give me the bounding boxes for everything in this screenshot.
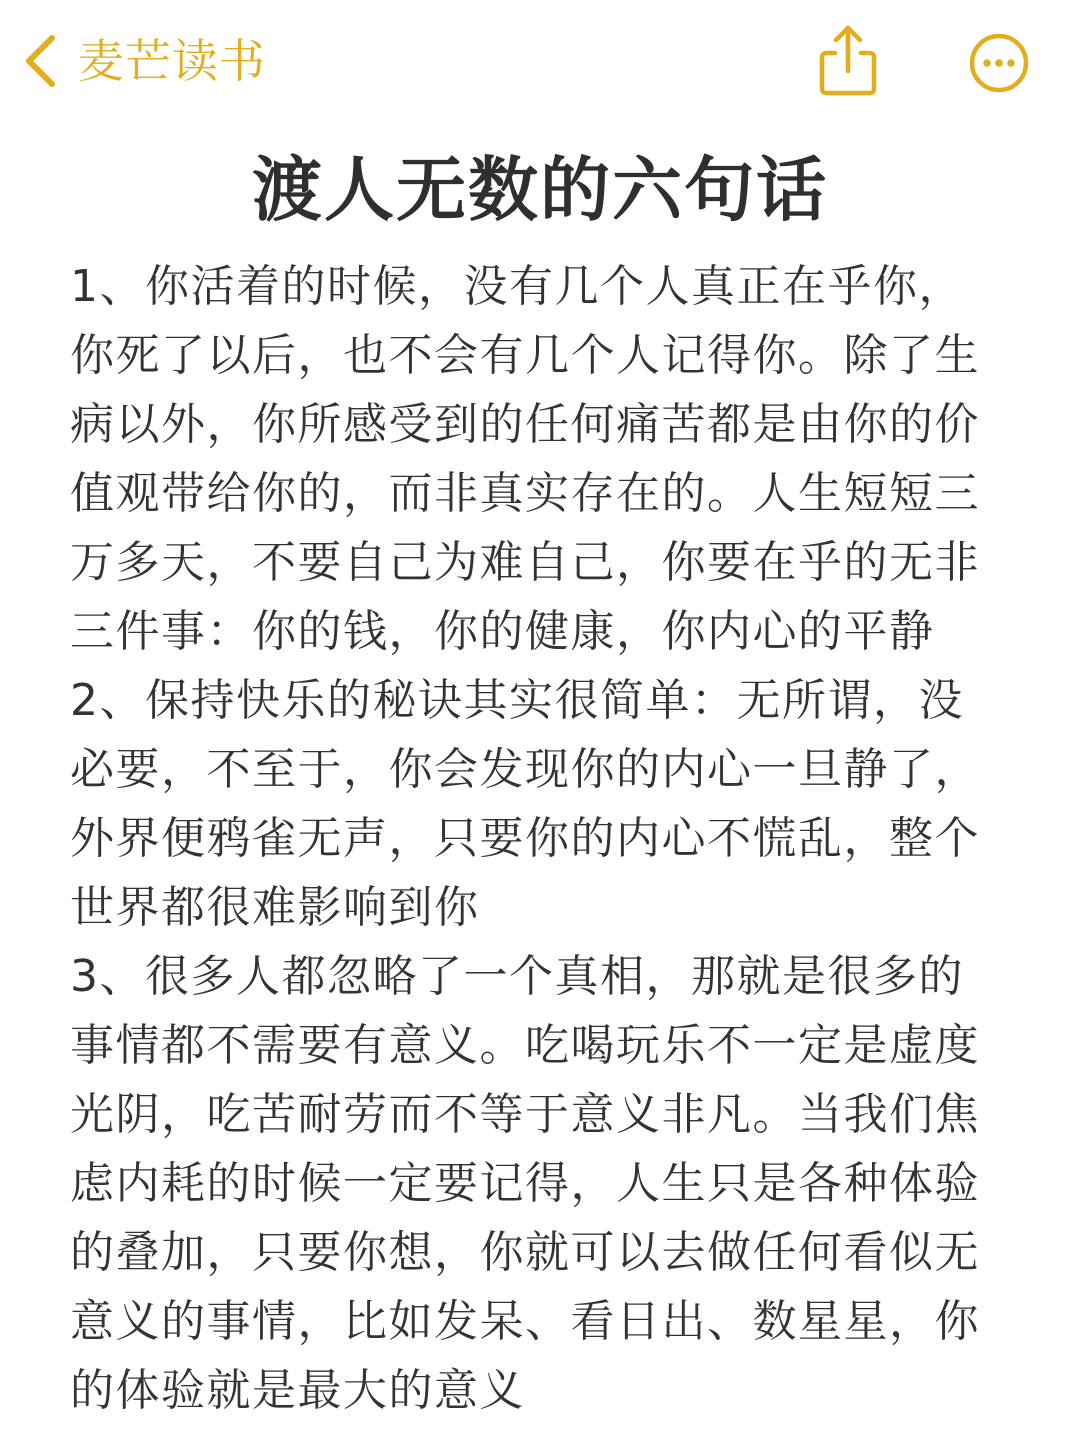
- note-paragraph-3: 3、很多人都忽略了一个真相，那就是很多的事情都不需要有意义。吃喝玩乐不一定是虚度光阴，吃苦耐劳而不等于意义非凡。当我们焦虑内耗的时候一定要记得，人生只是各种体验的叠加，只要你想，你就可以去做任何看似无意义的事情，比如发呆、看日出、数星星，你的体验就是最大的意义: [70, 951, 980, 1416]
- share-button[interactable]: [815, 22, 881, 98]
- back-label: 麦芒读书: [78, 34, 266, 88]
- more-icon: [968, 32, 1030, 94]
- note-paragraph-2: 2、保持快乐的秘诀其实很简单：无所谓，没必要，不至于，你会发现你的内心一旦静了，外界便鸦雀无声，只要你的内心不慌乱，整个世界都很难影响到你: [70, 675, 980, 933]
- more-button[interactable]: [968, 32, 1030, 94]
- note-body: [70, 252, 1005, 1425]
- navigation-bar: [0, 0, 1080, 125]
- chevron-left-icon: [22, 33, 58, 89]
- share-icon: [815, 22, 881, 98]
- note-paragraph-1: 1、你活着的时候，没有几个人真正在乎你，你死了以后，也不会有几个人记得你。除了生病以外，你所感受到的任何痛苦都是由你的价值观带给你的，而非真实存在的。人生短短三万多天，不要自己为难自己，你要在乎的无非三件事：你的钱，你的健康，你内心的平静: [70, 261, 980, 657]
- note-title: 渡人无数的六句话: [252, 149, 828, 231]
- back-button[interactable]: [22, 30, 266, 92]
